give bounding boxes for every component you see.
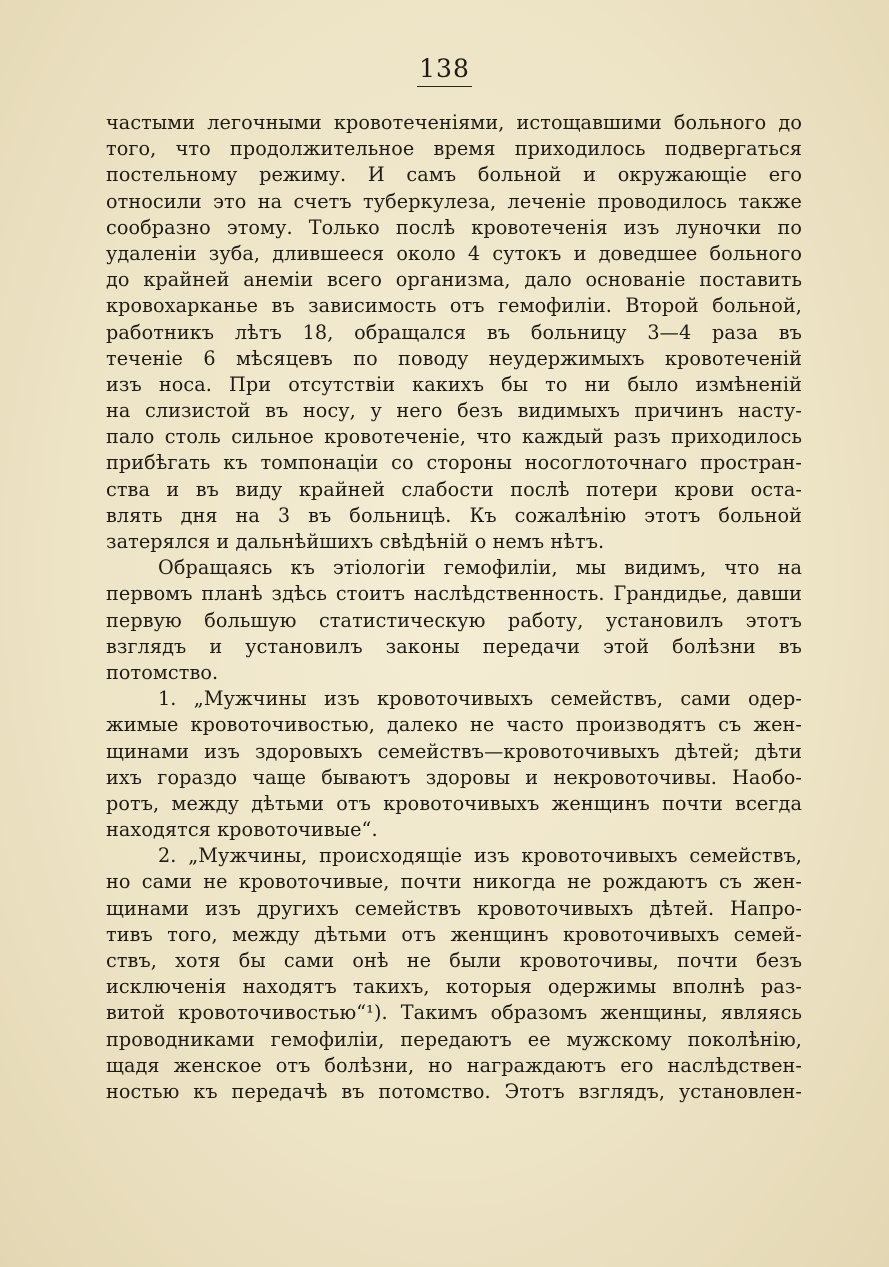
text-line: ихъ гораздо чаще бываютъ здоровы и некровоточивы. Наобо- — [106, 765, 802, 789]
text-line: исключенія находятъ такихъ, которыя одержимы вполнѣ раз- — [106, 975, 802, 999]
text-line: 1. „Мужчины изъ кровоточивыхъ семействъ, сами одер- — [158, 687, 802, 711]
text-line: ствъ, хотя бы сами онѣ не были кровоточивы, почти безъ — [106, 949, 802, 972]
text-line: до крайней анеміи всего организма, дало основаніе поставить — [106, 268, 802, 292]
text-line: щадя женское отъ болѣзни, но награждаютъ его наслѣдствен- — [106, 1053, 802, 1077]
text-line: удаленіи зуба, длившееся около 4 сутокъ и доведшее больного — [106, 241, 802, 265]
text-line: тивъ того, между дѣтьми отъ женщинъ кровоточивыхъ семей- — [106, 922, 802, 946]
text-line: находятся кровоточивые“. — [106, 818, 378, 842]
text-line: работникъ лѣтъ 18, обращался въ больницу 3—4 раза въ — [106, 320, 802, 344]
text-line: щинами изъ другихъ семействъ кровоточивыхъ дѣтей. Напро- — [106, 896, 802, 920]
text-line: первомъ планѣ здѣсь стоитъ наслѣдственность. Грандидье, давши — [106, 582, 802, 606]
text-line: но сами не кровоточивые, почти никогда не рождаютъ съ жен- — [106, 870, 802, 894]
text-line: изъ носа. При отсутствіи какихъ бы то ни было измѣненій — [106, 372, 802, 396]
body-text — [106, 110, 802, 1105]
text-line: относили это на счетъ туберкулеза, леченіе проводилось также — [106, 189, 802, 213]
text-line: взглядъ и установилъ законы передачи этой болѣзни въ — [106, 634, 802, 658]
text-line: 2. „Мужчины, происходящіе изъ кровоточивыхъ семействъ, — [158, 844, 802, 868]
text-line: того, что продолжительное время приходилось подвергаться — [106, 137, 802, 161]
text-line: теченіе 6 мѣсяцевъ по поводу неудержимыхъ кровотеченій — [106, 346, 802, 370]
text-line: ства и въ виду крайней слабости послѣ потери крови оста- — [106, 477, 802, 501]
text-line: потомство. — [106, 660, 219, 684]
page-number-text: 138 — [417, 54, 472, 87]
text-line: первую большую статистическую работу, установилъ этотъ — [106, 608, 802, 632]
page-number — [0, 54, 889, 87]
text-line: затерялся и дальнѣйшихъ свѣдѣній о немъ нѣтъ. — [106, 530, 605, 553]
text-line: жимые кровоточивостью, далеко не часто производятъ съ жен- — [106, 713, 802, 737]
text-line: ротъ, между дѣтьми отъ кровоточивыхъ женщинъ почти всегда — [106, 791, 802, 815]
text-line: сообразно этому. Только послѣ кровотеченія изъ луночки по — [106, 215, 802, 239]
text-line: прибѣгать къ томпонаціи со стороны носоглоточнаго простран- — [106, 451, 802, 475]
text-line: влять дня на 3 въ больницѣ. Къ сожалѣнію этотъ больной — [106, 503, 802, 527]
text-line: кровохарканье въ зависимость отъ гемофиліи. Второй больной, — [106, 294, 802, 318]
text-line: ностью къ передачѣ въ потомство. Этотъ взглядъ, установлен- — [106, 1079, 802, 1103]
text-line: на слизистой въ носу, у него безъ видимыхъ причинъ насту- — [106, 399, 802, 423]
text-line: витой кровоточивостью“¹). Такимъ образомъ женщины, являясь — [106, 1001, 802, 1025]
text-line: проводниками гемофиліи, передаютъ ее мужскому поколѣнію, — [106, 1027, 802, 1051]
text-line: частыми легочными кровотеченіями, истощавшими больного до — [106, 111, 802, 134]
text-line: Обращаясь къ этіологіи гемофиліи, мы видимъ, что на — [158, 556, 802, 580]
text-line: щинами изъ здоровыхъ семействъ—кровоточивыхъ дѣтей; дѣти — [106, 739, 802, 763]
text-line: постельному режиму. И самъ больной и окружающіе его — [106, 163, 802, 187]
text-line: пало столь сильное кровотеченіе, что каждый разъ приходилось — [106, 425, 802, 449]
